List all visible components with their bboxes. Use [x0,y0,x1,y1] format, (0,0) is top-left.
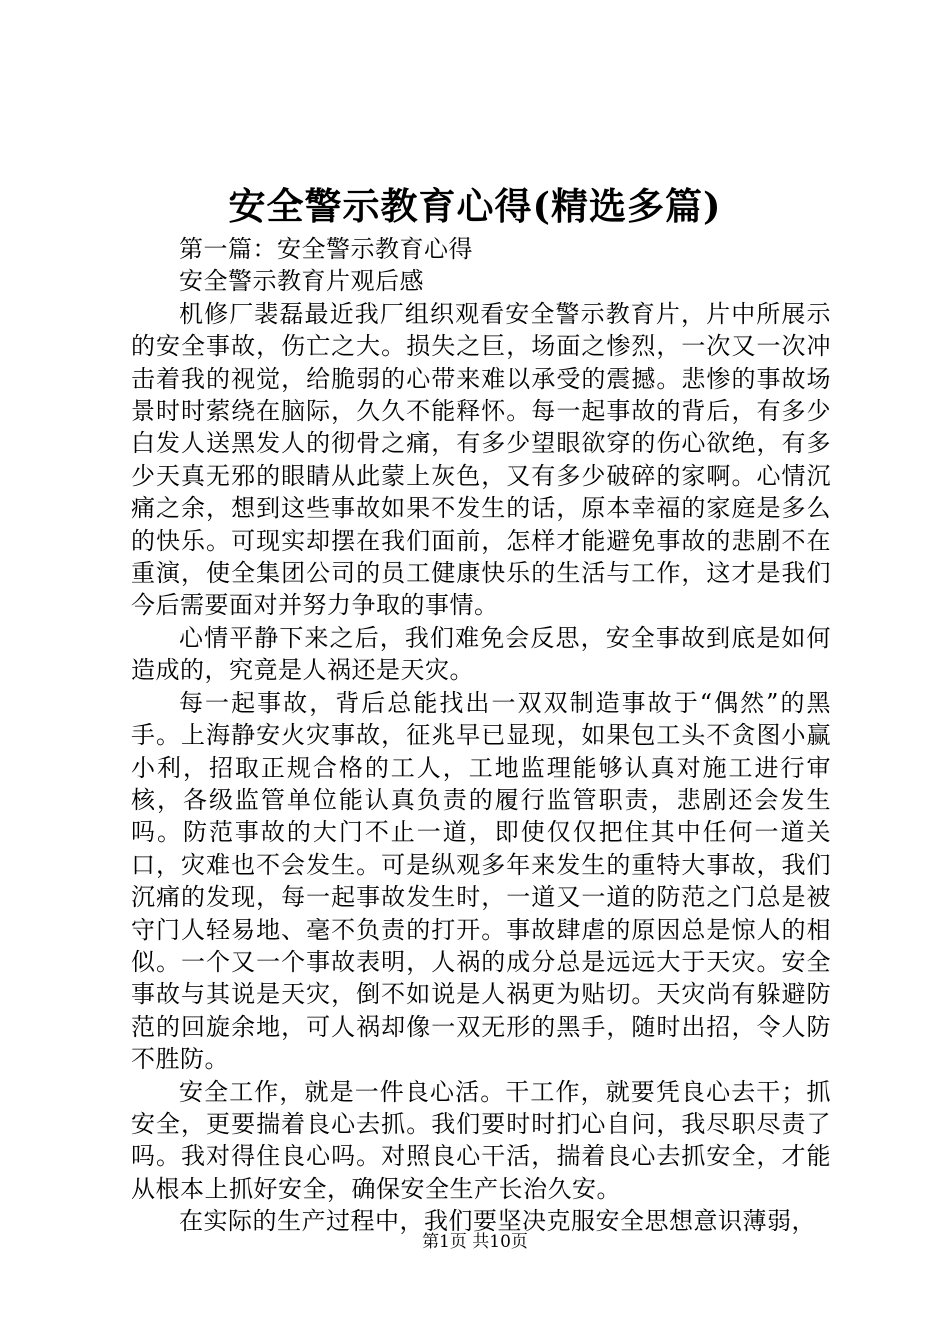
section-heading: 第一篇：安全警示教育心得 [179,235,473,263]
paragraph: 心情平静下来之后，我们难免会反思，安全事故到底是如何造成的，究竟是人祸还是天灾。 [131,623,831,685]
document-title: 安全警示教育心得(精选多篇) [228,184,722,228]
paragraph: 机修厂裴磊最近我厂组织观看安全警示教育片，片中所展示的安全事故，伤亡之大。损失之巨，场面之惨烈，一次又一次冲击着我的视觉，给脆弱的心带来难以承受的震撼。悲惨的事故场景时时萦绕在脑际，久久不能释怀。每一起事故的背后，有多少白发人送黑发人的彻骨之痛，有多少望眼欲穿的伤心欲绝，有多少天真无邪的眼睛从此蒙上灰色，又有多少破碎的家啊。心情沉痛之余，想到这些事故如果不发生的话，原本幸福的家庭是多么的快乐。可现实却摆在我们面前，怎样才能避免事故的悲剧不在重演，使全集团公司的员工健康快乐的生活与工作，这才是我们今后需要面对并努力争取的事情。 [131,299,831,620]
paragraph: 在实际的生产过程中，我们要坚决克服安全思想意识薄弱， [179,1207,816,1236]
subtitle: 安全警示教育片观后感 [179,267,424,296]
document-body [131,233,831,1238]
page-number-footer: 第1页 共10页 [422,1232,528,1252]
paragraph: 每一起事故，背后总能找出一双双制造事故于“偶然”的黑手。上海静安火灾事故，征兆早已显现，如果包工头不贪图小赢小利，招取正规合格的工人，工地监理能够认真对施工进行审核，各级监管单位能认真负责的履行监管职责，悲剧还会发生吗。防范事故的大门不止一道，即使仅仅把住其中任何一道关口，灾难也不会发生。可是纵观多年来发生的重特大事故，我们沉痛的发现，每一起事故发生时，一道又一道的防范之门总是被守门人轻易地、毫不负责的打开。事故肆虐的原因总是惊人的相似。一个又一个事故表明，人祸的成分总是远远大于天灾。安全事故与其说是天灾，倒不如说是人祸更为贴切。天灾尚有躲避防范的回旋余地，可人祸却像一双无形的黑手，随时出招，令人防不胜防。 [131,688,831,1074]
paragraph: 安全工作，就是一件良心活。干工作，就要凭良心去干；抓安全，更要揣着良心去抓。我们要时时扪心自问，我尽职尽责了吗。我对得住良心吗。对照良心干活，揣着良心去抓安全，才能从根本上抓好安全，确保安全生产长治久安。 [131,1077,831,1203]
